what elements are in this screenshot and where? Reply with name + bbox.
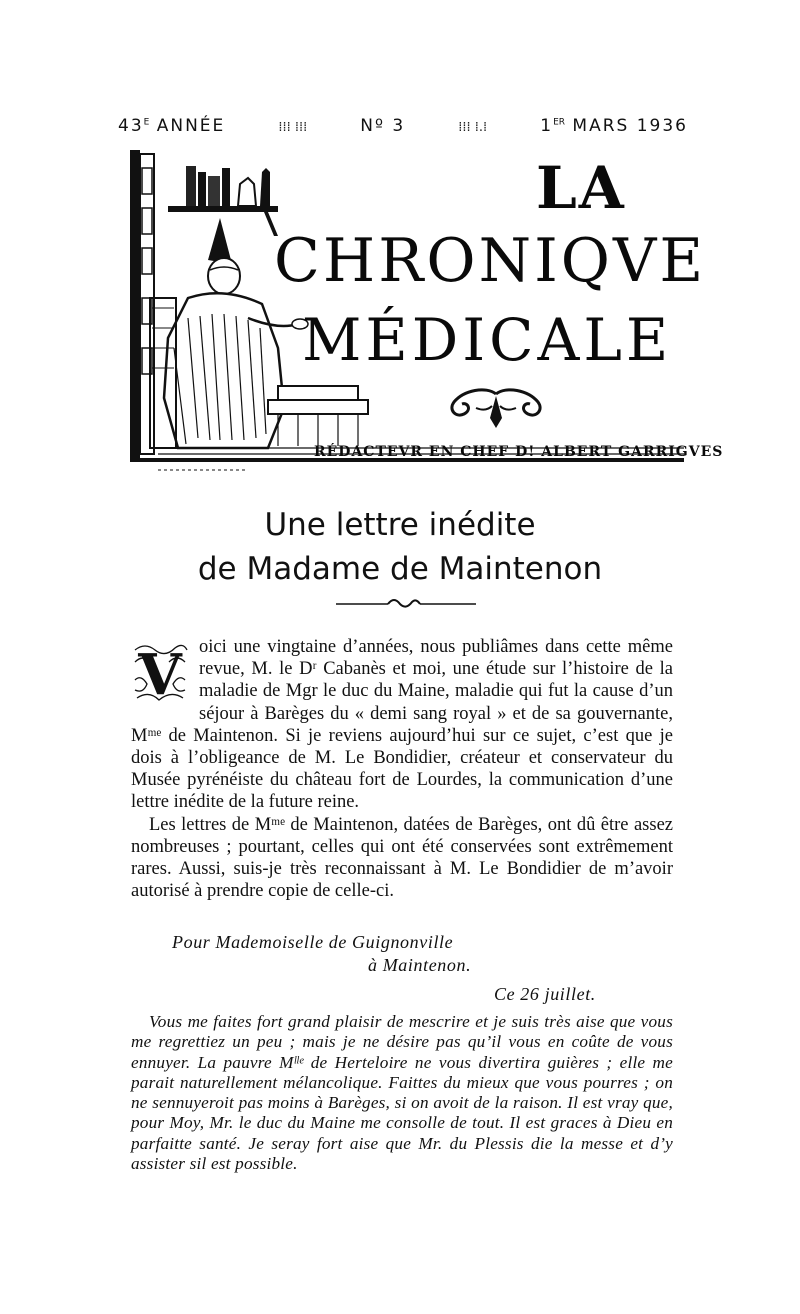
article-body [131,636,673,902]
running-header [118,116,688,136]
issue-number: Nº 3 [360,116,406,136]
paragraph-1-text: oici une vingtaine d’années, nous publiâmes dans cette même revue, M. le Dʳ Cabanès et moi, une étude sur l’histoire de la maladie de Mgr le duc du Maine, maladie qui fut la cause d’un séjour à Barèges du « demi sang royal » et de sa gouvernante, Mᵐᵉ de Maintenon. Si je reviens aujourd’hui sur ce sujet, c’est que je dois à l’obligeance de M. Le Bondidier, créateur et conservateur du Musée pyrénéiste du château fort de Lourdes, la communication d’une lettre inédite de la future reine. [131,637,673,813]
article-title [0,503,800,591]
letter-address-line1: Pour Mademoiselle de Guignonville [172,932,454,952]
letter-address-line2: à Maintenon. [368,955,472,975]
letter-date: Ce 26 juillet. [494,984,596,1004]
masthead [128,148,724,488]
fleuron-ornament [446,388,546,430]
header-separator: ⁞⁞⁞ ⁞⁞⁞ [278,120,308,135]
masthead-title-medicale: MÉDICALE [302,306,673,374]
letter-text: Vous me faites fort grand plaisir de mescrire et je suis très aise que vous me regrettiez un peu ; mais je ne désire pas qu’il vous en coûte de vous ennuyer. La pauvre Mˡˡᵉ de Herteloire ne vous divertira guières ; elle me parait naturellement mélancolique. Faittes du mieux que vous pourres ; on ne sennuyeroit pas moins à Barèges, si on avoit de la raison. Il est vray que, pour Moy, Mr. le duc du Maine me consolle de tout. Il est graces à Dieu en parfaitte santé. Je seray fort aise que Mr. du Plessis die la messe et d’y assister sil est possible. [131,1012,673,1174]
letter-text-block [131,1012,673,1174]
header-separator: ⁞⁞⁞ ⁞.⁞ [458,120,488,135]
masthead-title-la: LA [536,154,626,222]
issue-date: 1ER MARS 1936 [540,116,688,136]
title-rule-ornament [336,596,476,610]
article-title-line2: de Madame de Maintenon [197,551,603,587]
article-title-line1: Une lettre inédite [264,507,536,543]
editor-line: RÉDACTEVR EN CHEF D! ALBERT GARRIGVES [314,444,724,460]
dropcap-letter: V [138,642,182,704]
paragraph-2: Les lettres de Mᵐᵉ de Maintenon, datées de Barèges, ont dû être assez nombreuses ; pourtant, celles qui ont été conservées sont extrêmement rares. Aussi, suis-je très reconnaissant à M. Le Bondidier de m’avoir autorisé à prendre copie de celle-ci. [131,814,673,902]
masthead-title-chronique: CHRONIQVE [274,226,707,296]
paragraph-1 [131,636,673,814]
volume-number: $43^E$ ANNÉE [118,116,226,136]
dropcap-ornament [131,640,189,704]
